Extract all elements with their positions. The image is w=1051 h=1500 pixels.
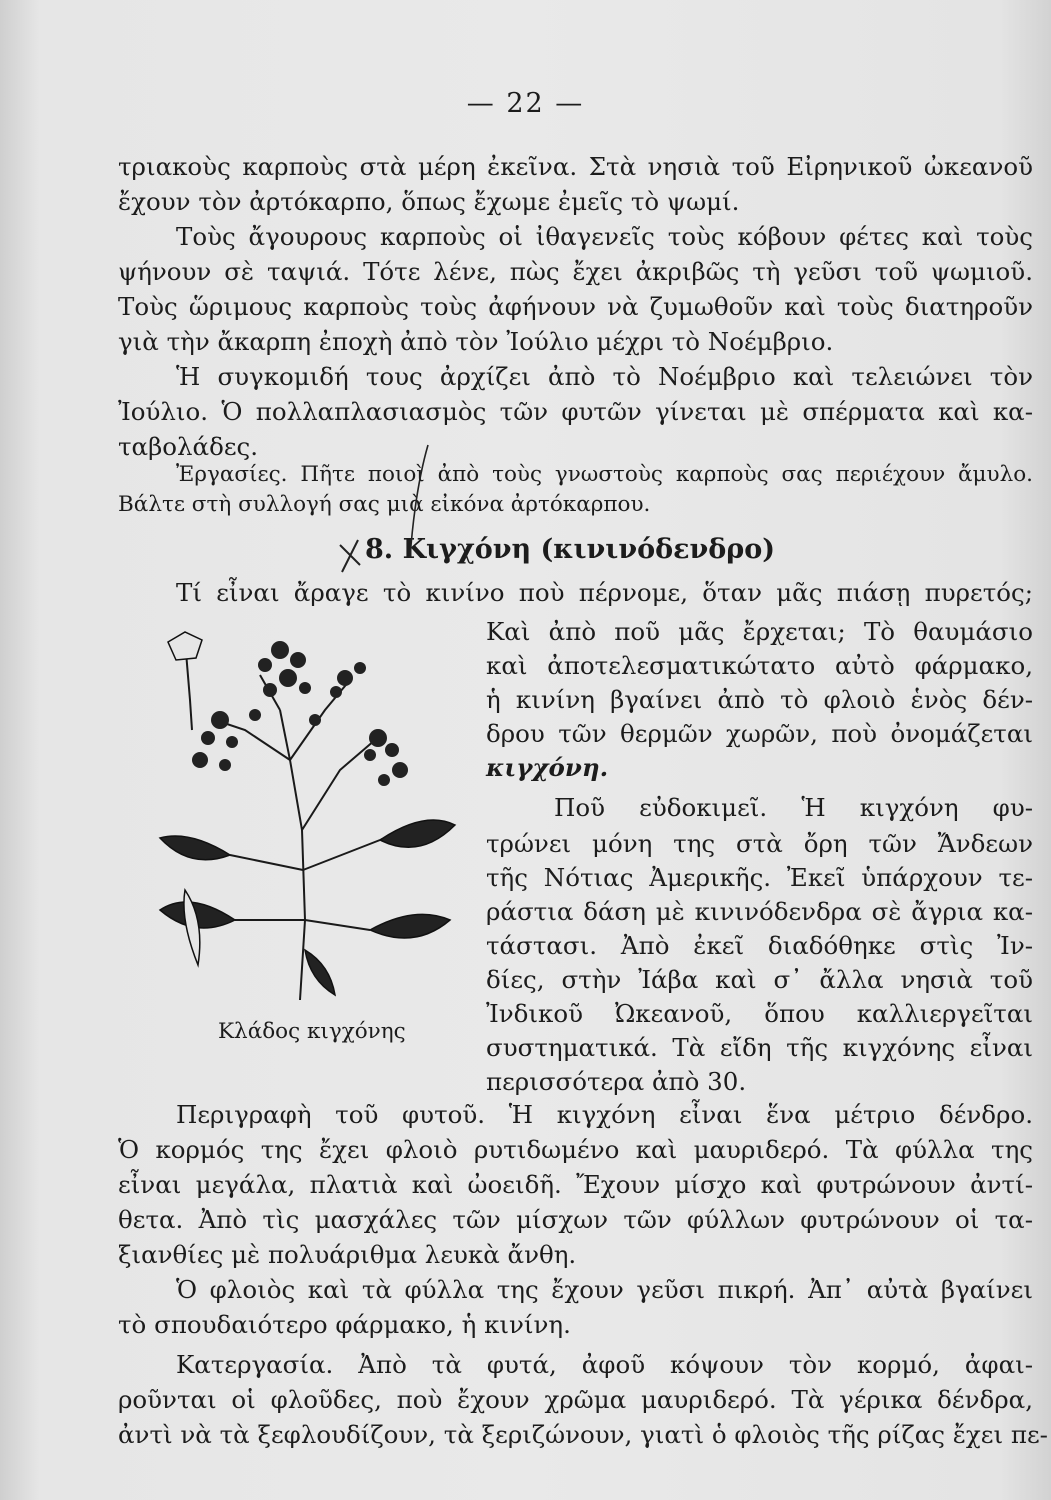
text-line: ψήνουν σὲ ταψιά. Τότε λένε, πὼς ἔχει ἀκριβῶς τὴ γεῦσι τοῦ ψωμιοῦ. bbox=[118, 257, 1033, 286]
text-line: γιὰ τὴν ἄκαρπη ἐποχὴ ἀπὸ τὸν Ἰούλιο μέχρι τὸ Νοέμβριο. bbox=[118, 327, 834, 356]
text-line: Κατεργασία. Ἀπὸ τὰ φυτά, ἀφοῦ κόψουν τὸν κορμό, ἀφαι- bbox=[176, 1350, 1033, 1379]
text-line: εἶναι μεγάλα, πλατιὰ καὶ ὠοειδῆ. Ἔχουν μίσχο καὶ φυτρώνουν ἀντί- bbox=[118, 1170, 1033, 1199]
text-line: Τοὺς ἄγουρους καρποὺς οἱ ἰθαγενεῖς τοὺς κόβουν φέτες καὶ τοὺς bbox=[176, 222, 1033, 251]
text-line: Ἰνδικοῦ Ὠκεανοῦ, ὅπου καλλιεργεῖται bbox=[486, 999, 1033, 1028]
text-line: Ποῦ εὐδοκιμεῖ. Ἡ κιγχόνη φυ- bbox=[554, 793, 1033, 822]
text-line: Καὶ ἀπὸ ποῦ μᾶς ἔρχεται; Τὸ θαυμάσιο bbox=[486, 617, 1033, 646]
text-line: ἔχουν τὸν ἀρτόκαρπο, ὅπως ἔχωμε ἐμεῖς τὸ ψωμί. bbox=[118, 187, 740, 216]
text-line: δρου τῶν θερμῶν χωρῶν, ποὺ ὀνομάζεται bbox=[486, 719, 1033, 748]
text-line: Ἡ συγκομιδή τους ἀρχίζει ἀπὸ τὸ Νοέμβριο καὶ τελειώνει τὸν bbox=[176, 362, 1033, 391]
text-line: τρώνει μόνη της στὰ ὄρη τῶν Ἄνδεων bbox=[486, 829, 1033, 858]
cinchona-branch-illustration bbox=[140, 620, 470, 1010]
exercise-line: Βάλτε στὴ συλλογή σας μιὰ εἰκόνα ἀρτόκαρπου. bbox=[118, 492, 651, 517]
section-title: 8. Κιγχόνη (κινινόδενδρο) bbox=[365, 534, 775, 565]
text-line: δίες, στὴν Ἰάβα καὶ σ᾽ ἄλλα νησιὰ τοῦ bbox=[486, 965, 1033, 994]
text-line: Ὁ κορμός της ἔχει φλοιὸ ρυτιδωμένο καὶ μαυριδερό. Τὰ φύλλα της bbox=[118, 1135, 1033, 1164]
text-line: ἀντὶ νὰ τὰ ξεφλουδίζουν, τὰ ξεριζώνουν, γιατὶ ὁ φλοιὸς τῆς ρίζας ἔχει πε- bbox=[118, 1420, 1048, 1449]
text-line: ταβολάδες. bbox=[118, 432, 259, 461]
text-line: ράστια δάση μὲ κινινόδενδρα σὲ ἄγρια κα- bbox=[486, 897, 1033, 926]
text-line: ξιανθίες μὲ πολυάριθμα λευκὰ ἄνθη. bbox=[118, 1240, 577, 1269]
text-line: περισσότερα ἀπὸ 30. bbox=[486, 1067, 747, 1096]
exercise-line: Ἐργασίες. Πῆτε ποιοὶ ἀπὸ τοὺς γνωστοὺς καρποὺς σας περιέχουν ἄμυλο. bbox=[176, 462, 1033, 487]
text-line: τῆς Νότιας Ἀμερικῆς. Ἐκεῖ ὑπάρχουν τε- bbox=[486, 863, 1033, 892]
text-line: κιγχόνη. bbox=[486, 753, 609, 782]
figure-caption: Κλάδος κιγχόνης bbox=[218, 1019, 406, 1044]
text-line: θετα. Ἀπὸ τὶς μασχάλες τῶν μίσχων τῶν φύλλων φυτρώνουν οἱ τα- bbox=[118, 1205, 1033, 1234]
text-line: τάστασι. Ἀπὸ ἐκεῖ διαδόθηκε στὶς Ἰν- bbox=[486, 931, 1033, 960]
text-line: συστηματικά. Τὰ εἴδη τῆς κιγχόνης εἶναι bbox=[486, 1033, 1033, 1062]
text-line: τριακοὺς καρποὺς στὰ μέρη ἐκεῖνα. Στὰ νησιὰ τοῦ Εἰρηνικοῦ ὠκεανοῦ bbox=[118, 152, 1033, 181]
text-line: ἡ κινίνη βγαίνει ἀπὸ τὸ φλοιὸ ἑνὸς δέν- bbox=[486, 685, 1033, 714]
text-line: Ἰούλιο. Ὁ πολλαπλασιασμὸς τῶν φυτῶν γίνεται μὲ σπέρματα καὶ κα- bbox=[118, 397, 1033, 426]
text-line: καὶ ἀποτελεσματικώτατο αὐτὸ φάρμακο, bbox=[486, 651, 1033, 680]
text-line: Τί εἶναι ἄραγε τὸ κινίνο ποὺ πέρνομε, ὅταν μᾶς πιάσῃ πυρετός; bbox=[176, 578, 1033, 607]
text-line: Περιγραφὴ τοῦ φυτοῦ. Ἡ κιγχόνη εἶναι ἕνα μέτριο δένδρο. bbox=[176, 1100, 1033, 1129]
pen-mark-icon bbox=[330, 440, 440, 580]
page-number: — 22 — bbox=[466, 88, 585, 119]
text-line: Τοὺς ὥριμους καρποὺς τοὺς ἀφήνουν νὰ ζυμωθοῦν καὶ τοὺς διατηροῦν bbox=[118, 292, 1033, 321]
text-line: Ὁ φλοιὸς καὶ τὰ φύλλα της ἔχουν γεῦσι πικρή. Ἀπ᾽ αὐτὰ βγαίνει bbox=[176, 1275, 1033, 1304]
text-line: τὸ σπουδαιότερο φάρμακο, ἡ κινίνη. bbox=[118, 1310, 571, 1339]
text-line: ροῦνται οἱ φλοῦδες, ποὺ ἔχουν χρῶμα μαυριδερό. Τὰ γέρικα δένδρα, bbox=[118, 1385, 1033, 1414]
